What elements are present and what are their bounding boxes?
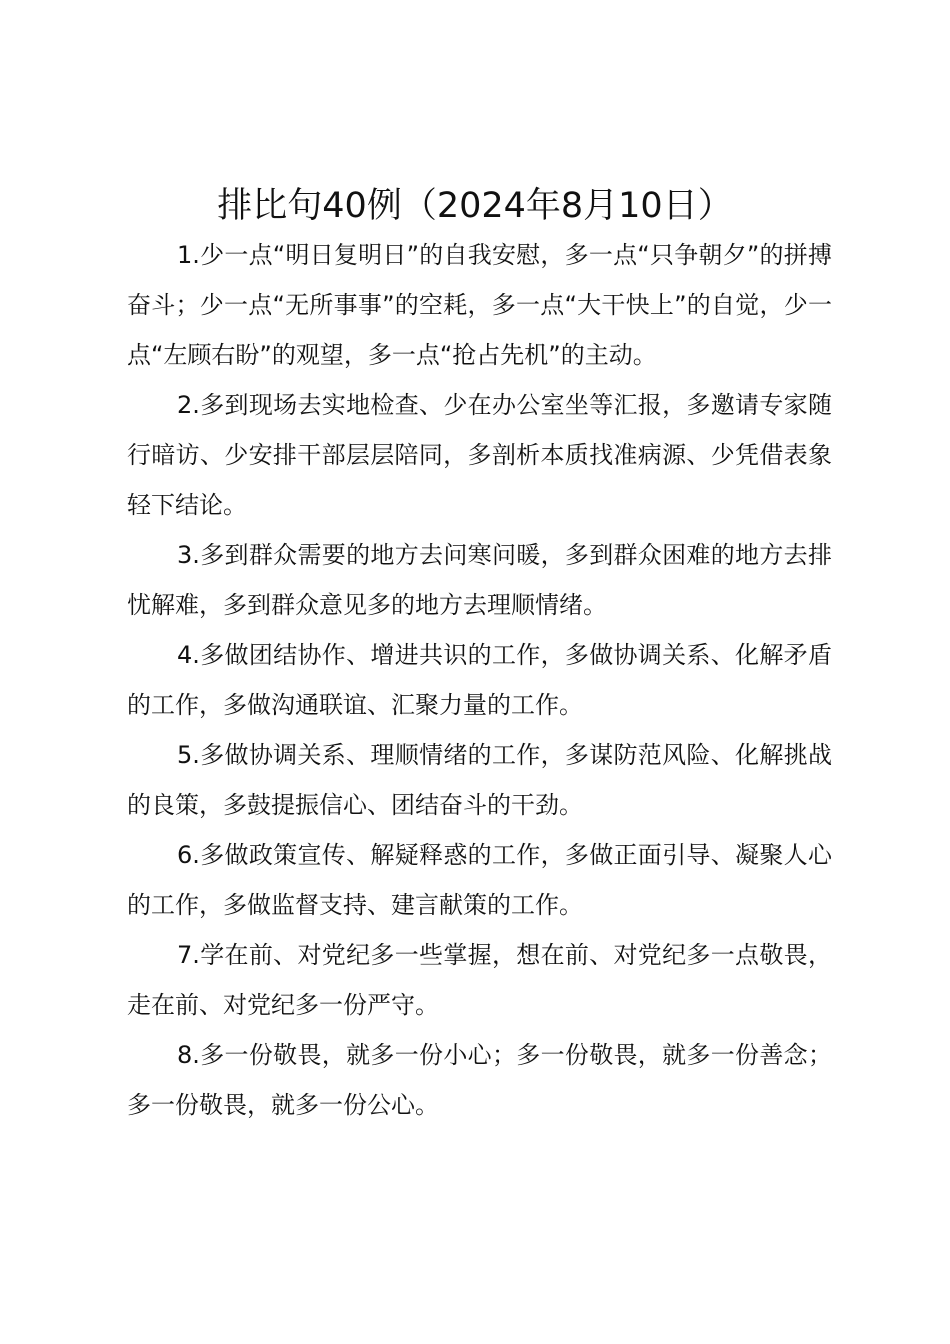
paragraph-4: 4.多做团结协作、增进共识的工作，多做协调关系、化解矛盾的工作，多做沟通联谊、汇聚力量的工作。 <box>127 641 832 719</box>
paragraph-7: 7.学在前、对党纪多一些掌握，想在前、对党纪多一点敬畏，走在前、对党纪多一份严守。 <box>127 941 832 1019</box>
paragraph-3: 3.多到群众需要的地方去问寒问暖，多到群众困难的地方去排忧解难，多到群众意见多的地方去理顺情绪。 <box>127 541 832 619</box>
paragraph-6: 6.多做政策宣传、解疑释惑的工作，多做正面引导、凝聚人心的工作，多做监督支持、建言献策的工作。 <box>127 841 832 919</box>
paragraph-2: 2.多到现场去实地检查、少在办公室坐等汇报，多邀请专家随行暗访、少安排干部层层陪同，多剖析本质找准病源、少凭借表象轻下结论。 <box>127 391 832 519</box>
paragraph-8: 8.多一份敬畏，就多一份小心；多一份敬畏，就多一份善念；多一份敬畏，就多一份公心。 <box>127 1041 832 1119</box>
document-body <box>127 230 832 1130</box>
document-title: 排比句40例（2024年8月10日） <box>217 186 733 226</box>
paragraph-1: 1.少一点“明日复明日”的自我安慰，多一点“只争朝夕”的拼搏奋斗；少一点“无所事事”的空耗，多一点“大干快上”的自觉，少一点“左顾右盼”的观望，多一点“抢占先机”的主动。 <box>127 241 832 369</box>
paragraph-5: 5.多做协调关系、理顺情绪的工作，多谋防范风险、化解挑战的良策，多鼓提振信心、团结奋斗的干劲。 <box>127 741 832 819</box>
